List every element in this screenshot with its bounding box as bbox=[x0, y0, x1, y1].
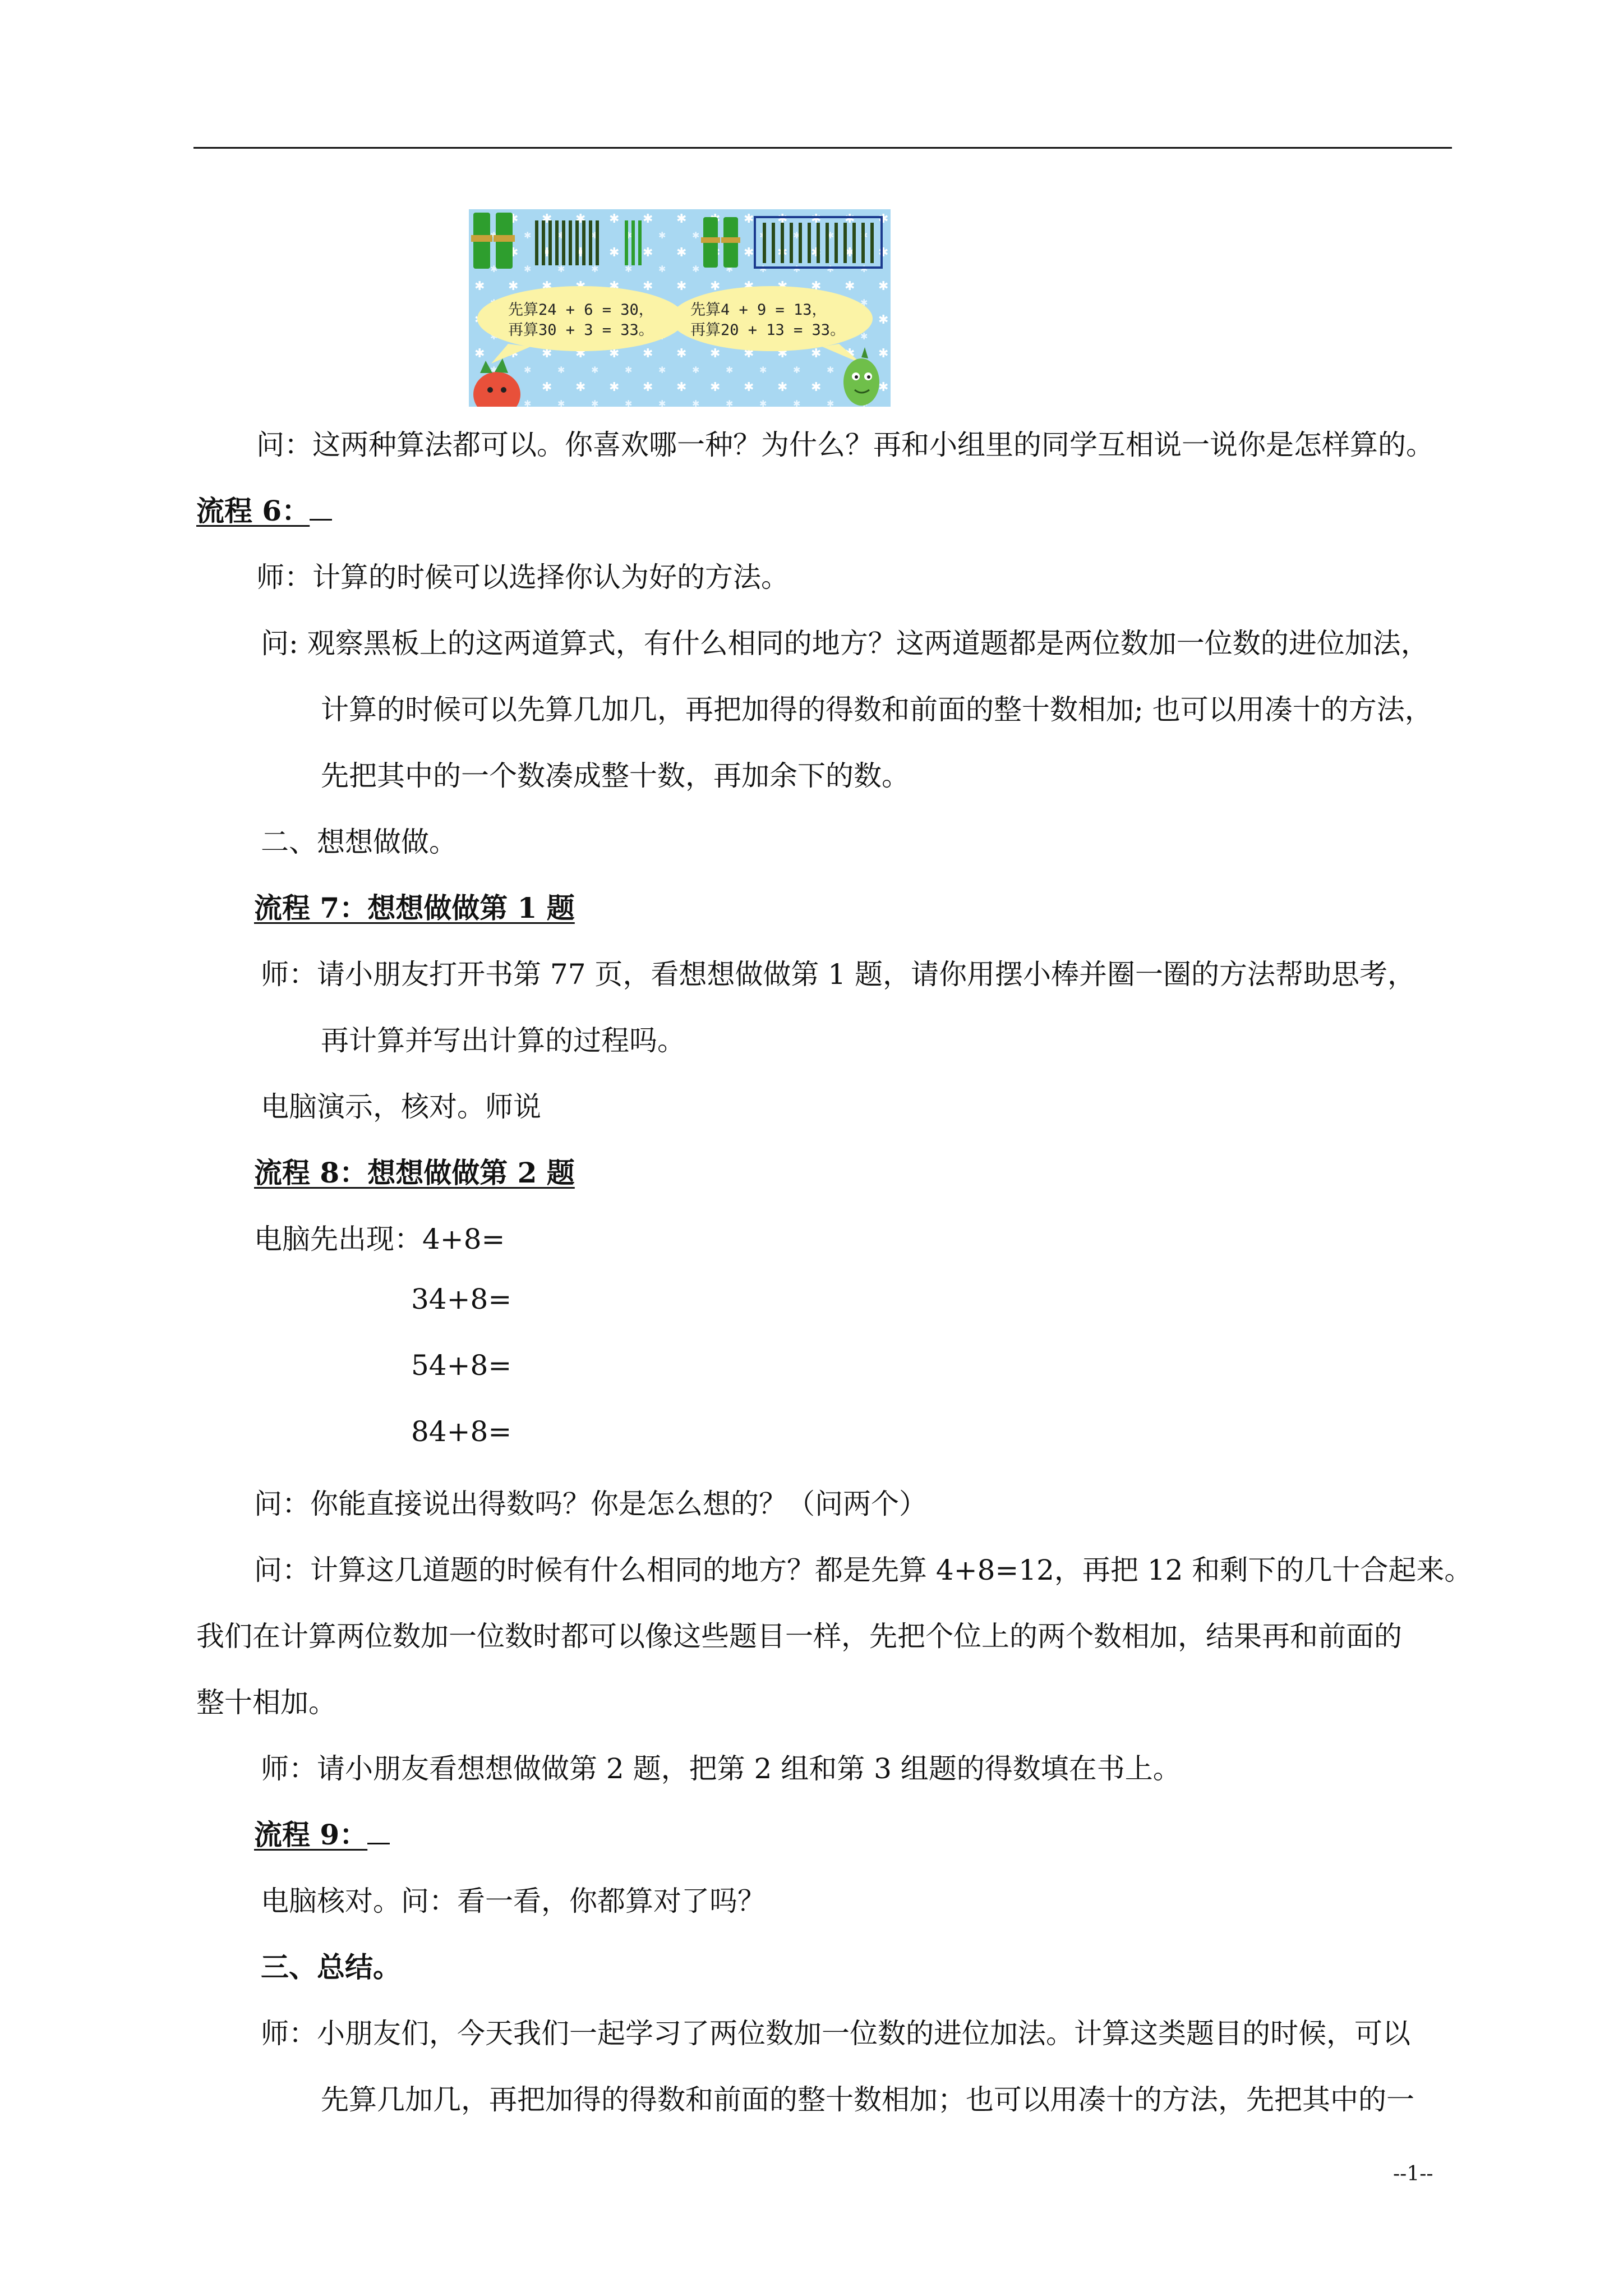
underline-pad bbox=[367, 1837, 390, 1844]
bundle-icon bbox=[701, 217, 720, 268]
question-line: 问：计算这几道题的时候有什么相同的地方？都是先算 4+8=12，再把 12 和剩下的几十合起来。 bbox=[254, 1554, 1473, 1586]
equation-line: 34+8= bbox=[411, 1283, 512, 1315]
question-line-continued: 先把其中的一个数凑成整十数，再加余下的数。 bbox=[321, 760, 910, 792]
loose-sticks-three bbox=[625, 220, 642, 265]
check-line: 电脑核对。问：看一看，你都算对了吗？ bbox=[261, 1885, 766, 1917]
flow-8-heading: 流程 8：想想做做第 2 题 bbox=[254, 1156, 575, 1189]
flow-6-label: 流程 6： bbox=[196, 494, 310, 527]
paragraph-line: 我们在计算两位数加一位数时都可以像这些题目一样，先把个位上的两个数相加，结果再和前面的 bbox=[196, 1620, 1402, 1653]
bundle-icon bbox=[494, 213, 515, 269]
illustration-svg bbox=[469, 209, 891, 407]
flow-9-heading bbox=[254, 1812, 390, 1853]
question-paragraph: 问：这两种算法都可以。你喜欢哪一种？为什么？再和小组里的同学互相说一说你是怎样算的。 bbox=[256, 429, 1434, 461]
left-speech-bubble bbox=[477, 286, 685, 351]
question-line-continued: 计算的时候可以先算几加几，再把加得的得数和前面的整十数相加; 也可以用凑十的方法， bbox=[321, 693, 1433, 726]
teacher-line: 师：小朋友们，今天我们一起学习了两位数加一位数的进位加法。计算这类题目的时候，可以 bbox=[261, 2017, 1410, 2050]
teacher-line-continued: 先算几加几，再把加得的得数和前面的整十数相加；也可以用凑十的方法，先把其中的一 bbox=[321, 2083, 1414, 2116]
question-line: 问：你能直接说出得数吗？你是怎么想的？（问两个） bbox=[254, 1488, 927, 1520]
teacher-line: 师：请小朋友打开书第 77 页，看想想做做第 1 题，请你用摆小棒并圈一圈的方法帮助思考， bbox=[261, 958, 1416, 991]
underline-pad bbox=[310, 513, 332, 521]
bundle-icon bbox=[721, 217, 740, 268]
right-bubble-line2: 再算20 + 13 = 33。 bbox=[690, 321, 846, 339]
right-bubble-line1: 先算4 + 9 = 13， bbox=[690, 301, 827, 319]
teacher-line: 师：计算的时候可以选择你认为好的方法。 bbox=[256, 561, 789, 593]
left-bubble-line2: 再算30 + 3 = 33。 bbox=[508, 321, 654, 339]
page-number: --1-- bbox=[1393, 2162, 1433, 2185]
demo-line: 电脑先出现：4+8= bbox=[254, 1223, 505, 1255]
bundle-icon bbox=[471, 213, 492, 269]
teacher-line: 师：请小朋友看想想做做第 2 题，把第 2 组和第 3 组题的得数填在书上。 bbox=[261, 1752, 1181, 1785]
section-three-heading: 三、总结。 bbox=[261, 1950, 401, 1984]
demo-line: 电脑演示，核对。师说 bbox=[261, 1091, 541, 1123]
flow-6-heading bbox=[196, 489, 332, 529]
paragraph-line: 整十相加。 bbox=[196, 1686, 336, 1719]
equation-line: 54+8= bbox=[411, 1349, 512, 1382]
flow-7-heading: 流程 7：想想做做第 1 题 bbox=[254, 891, 575, 924]
left-bubble-line1: 先算24 + 6 = 30， bbox=[508, 301, 654, 319]
right-stick-group bbox=[701, 217, 882, 268]
teacher-line-continued: 再计算并写出计算的过程吗。 bbox=[321, 1024, 685, 1057]
right-speech-bubble bbox=[671, 286, 873, 351]
question-line: 问: 观察黑板上的这两道算式，有什么相同的地方？这两道题都是两位数加一位数的进位加法， bbox=[261, 627, 1429, 660]
stick-bundles-illustration bbox=[469, 209, 891, 407]
section-two-heading: 二、想想做做。 bbox=[261, 826, 457, 858]
header-rule bbox=[193, 147, 1452, 149]
equation-line: 84+8= bbox=[411, 1415, 512, 1448]
flow-9-label: 流程 9： bbox=[254, 1818, 368, 1851]
